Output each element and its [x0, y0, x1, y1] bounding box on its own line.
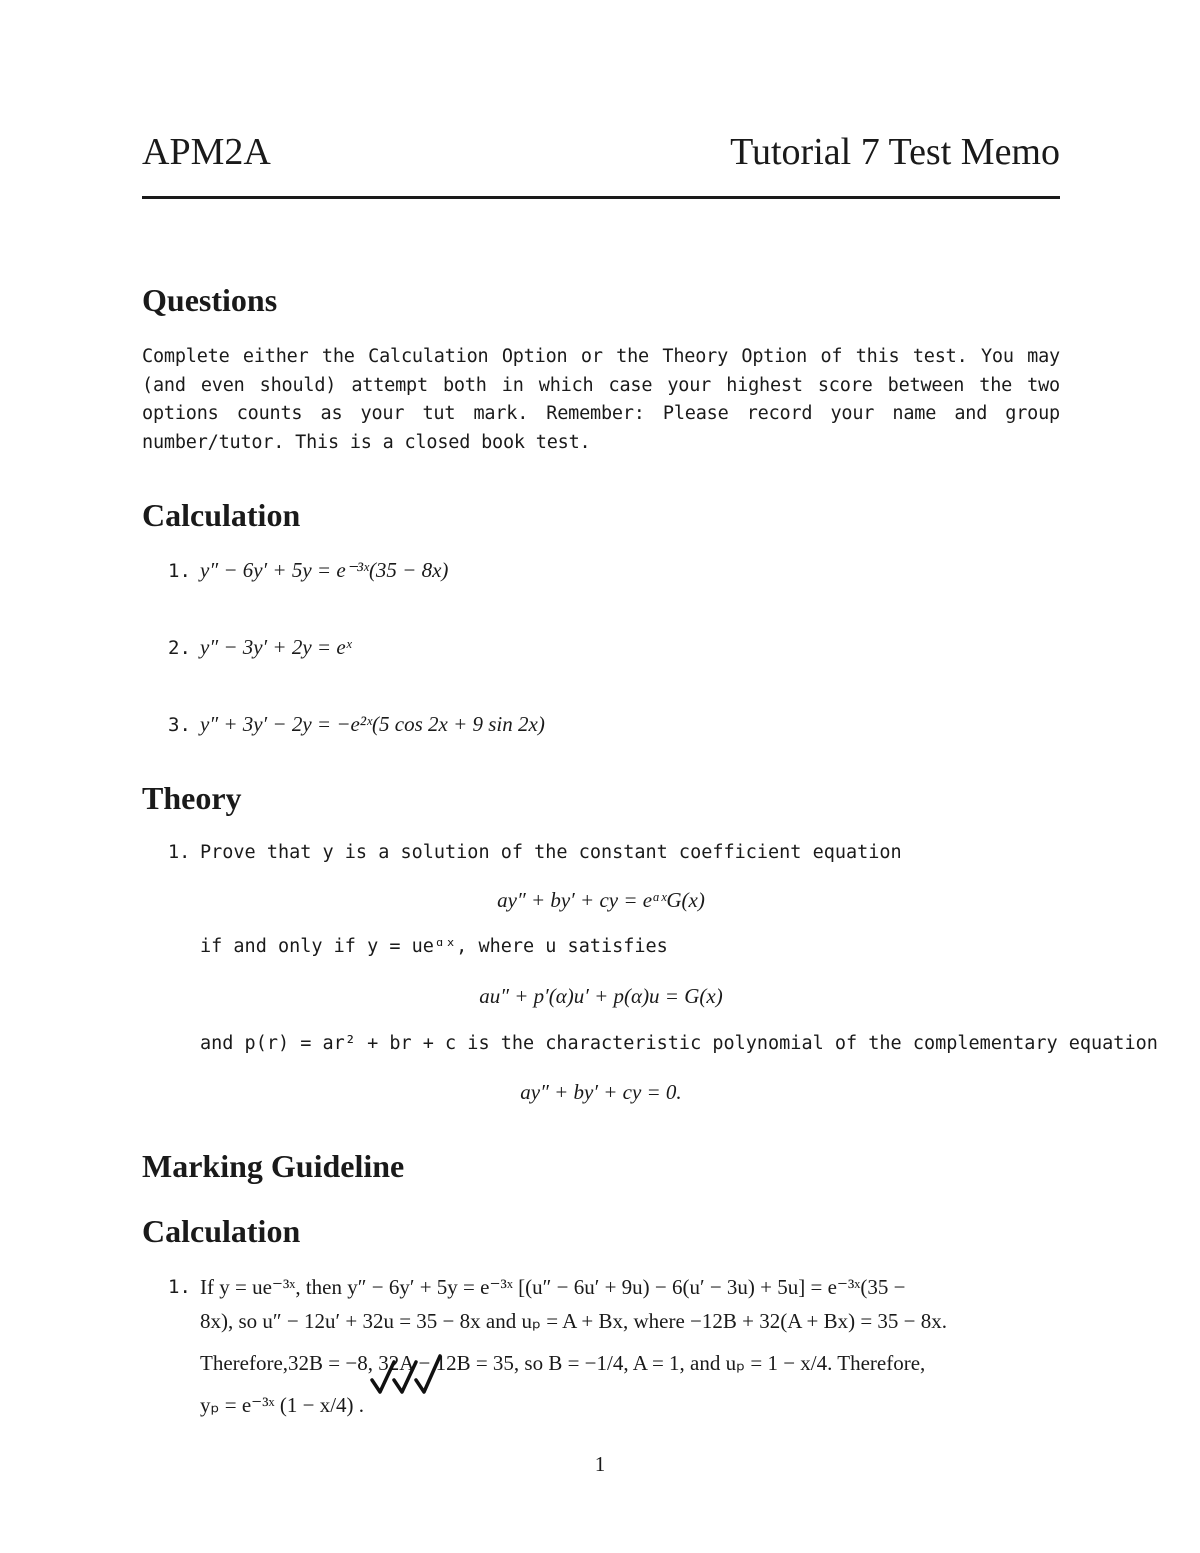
- calculation-heading: Calculation: [142, 497, 301, 533]
- marking-item-1: [200, 1270, 1060, 1422]
- page-header: [142, 130, 1060, 190]
- theory-line-1: Prove that y is a solution of the constant coefficient equation: [200, 842, 902, 863]
- marking-line-3: Therefore,32B = −8, 32A − 12B = 35, so B = −1/4, A = 1, and uₚ = 1 − x/4. Therefore,: [200, 1351, 926, 1375]
- calculation-item-1: [168, 558, 448, 583]
- marking-heading: Marking Guideline: [142, 1148, 405, 1184]
- questions-heading: Questions: [142, 282, 278, 318]
- marking-calculation-heading: Calculation: [142, 1213, 301, 1249]
- item-number: 1.: [168, 560, 191, 582]
- marking-item-number: 1.: [168, 1276, 191, 1298]
- theory-line-2: if and only if y = ueᵅˣ, where u satisfies: [200, 936, 668, 957]
- equation: y″ + 3y′ − 2y = −e²ˣ(5 cos 2x + 9 sin 2x): [200, 712, 545, 736]
- questions-intro: Complete either the Calculation Option or the Theory Option of this test. You may (and even should) attempt both in which case your highest score between the two options counts as your tut mark. Remember: Please record your name and group number/tutor. This is a closed book test.: [142, 346, 1060, 453]
- equation: y″ − 6y′ + 5y = e⁻³ˣ(35 − 8x): [200, 558, 449, 582]
- course-code: APM2A: [142, 131, 271, 173]
- document-title: Tutorial 7 Test Memo: [730, 131, 1060, 173]
- item-number: 2.: [168, 637, 191, 659]
- theory-heading: Theory: [142, 780, 242, 816]
- item-number: 1.: [168, 842, 191, 863]
- theory-line-3: and p(r) = ar² + br + c is the characteristic polynomial of the complementary equation: [200, 1033, 1158, 1054]
- marking-line-4: yₚ = e⁻³ˣ (1 − x/4) .: [200, 1393, 365, 1417]
- item-number: 3.: [168, 714, 191, 736]
- theory-equation-2: au″ + p′(α)u′ + p(α)u = G(x): [479, 984, 723, 1008]
- marking-line-2: 8x), so u″ − 12u′ + 32u = 35 − 8x and uₚ = A + Bx, where −12B + 32(A + Bx) = 35 − 8x.: [200, 1309, 948, 1333]
- theory-equation-3: ay″ + by′ + cy = 0.: [520, 1080, 682, 1104]
- tick-marks-icon: [368, 1352, 448, 1402]
- calculation-item-3: [168, 712, 545, 737]
- header-rule: [142, 196, 1060, 199]
- page-number: 1: [594, 1452, 606, 1476]
- theory-item-1: [168, 842, 902, 863]
- theory-equation-1: ay″ + by′ + cy = eᵅˣG(x): [497, 888, 705, 912]
- calculation-item-2: [168, 635, 352, 660]
- marking-line-1: If y = ue⁻³ˣ, then y″ − 6y′ + 5y = e⁻³ˣ [(u″ − 6u′ + 9u) − 6(u′ − 3u) + 5u] = e⁻³ˣ(35 −: [200, 1275, 906, 1299]
- equation: y″ − 3y′ + 2y = eˣ: [200, 635, 352, 659]
